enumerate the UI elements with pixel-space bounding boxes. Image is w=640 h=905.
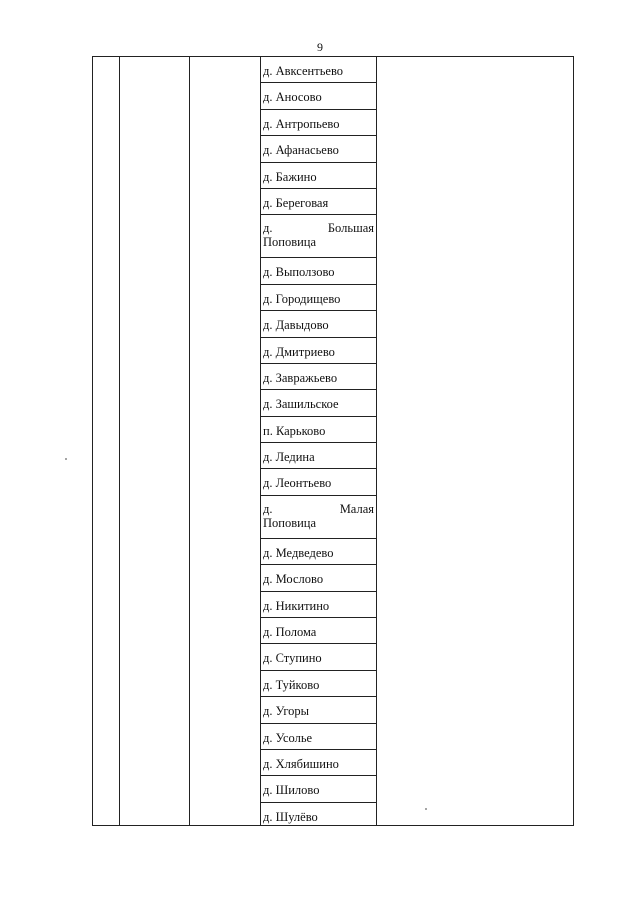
table-row bbox=[260, 215, 376, 258]
settlement-name: д. Леонтьево bbox=[263, 476, 332, 491]
settlement-name: д. Мослово bbox=[263, 572, 324, 587]
settlement-name: д. Афанасьево bbox=[263, 143, 339, 158]
table-row bbox=[260, 776, 376, 802]
table-row bbox=[260, 496, 376, 539]
table-row bbox=[260, 57, 376, 83]
settlement-name: д. Ступино bbox=[263, 651, 322, 666]
table-row bbox=[260, 565, 376, 591]
table-row bbox=[260, 697, 376, 723]
settlement-prefix: д. bbox=[263, 221, 273, 236]
table-row bbox=[260, 750, 376, 776]
table-row bbox=[260, 258, 376, 284]
column-divider bbox=[119, 57, 120, 825]
settlement-name-line bbox=[263, 221, 374, 235]
settlement-name: д. Давыдово bbox=[263, 318, 329, 333]
settlement-name: д. Никитино bbox=[263, 598, 330, 613]
scan-speck bbox=[425, 808, 427, 810]
settlement-name: д. Бажино bbox=[263, 169, 317, 184]
table-row bbox=[260, 285, 376, 311]
table-row bbox=[260, 539, 376, 565]
settlement-name: д. Аносово bbox=[263, 90, 322, 105]
table-row bbox=[260, 110, 376, 136]
table-row bbox=[260, 443, 376, 469]
settlements-table bbox=[92, 56, 574, 826]
table-row bbox=[260, 136, 376, 162]
column-divider bbox=[189, 57, 190, 825]
settlement-name: д. Медведево bbox=[263, 545, 334, 560]
settlement-name: д. Выползово bbox=[263, 265, 335, 280]
settlement-name-word: Поповица bbox=[263, 515, 317, 530]
settlement-name: д. Береговая bbox=[263, 195, 329, 210]
table-row bbox=[260, 618, 376, 644]
table-row bbox=[260, 724, 376, 750]
settlement-name: д. Угоры bbox=[263, 704, 310, 719]
scan-speck bbox=[65, 458, 67, 460]
settlement-name: д. Дмитриево bbox=[263, 344, 335, 359]
settlement-name: д. Зашильское bbox=[263, 397, 339, 412]
settlement-list bbox=[260, 57, 376, 829]
table-row bbox=[260, 364, 376, 390]
table-row bbox=[260, 189, 376, 215]
settlement-name: д. Хлябишино bbox=[263, 756, 339, 771]
table-row bbox=[260, 390, 376, 416]
table-row bbox=[260, 163, 376, 189]
settlement-name-word: Большая bbox=[327, 221, 374, 236]
table-row bbox=[260, 417, 376, 443]
table-row bbox=[260, 803, 376, 829]
settlement-name: д. Туйково bbox=[263, 677, 320, 692]
table-row bbox=[260, 469, 376, 495]
settlement-name: д. Шилово bbox=[263, 783, 320, 798]
settlement-name: д. Ледина bbox=[263, 450, 315, 465]
settlement-name: д. Полома bbox=[263, 625, 317, 640]
page-number: 9 bbox=[317, 40, 323, 54]
settlement-name: д. Шулёво bbox=[263, 809, 318, 824]
settlement-name: д. Городищево bbox=[263, 291, 341, 306]
table-row bbox=[260, 311, 376, 337]
settlement-name: п. Карьково bbox=[263, 423, 326, 438]
table-row bbox=[260, 671, 376, 697]
settlement-name: д. Антропьево bbox=[263, 116, 340, 131]
settlement-prefix: д. bbox=[263, 501, 273, 516]
table-row bbox=[260, 592, 376, 618]
table-row bbox=[260, 83, 376, 109]
settlement-name: д. Усолье bbox=[263, 730, 313, 745]
settlement-name: д. Завражьево bbox=[263, 370, 338, 385]
settlement-name-word: Поповица bbox=[263, 235, 317, 250]
table-row bbox=[260, 338, 376, 364]
settlement-name-word: Малая bbox=[339, 501, 374, 516]
column-divider bbox=[376, 57, 377, 825]
settlement-name-line bbox=[263, 502, 374, 516]
table-row bbox=[260, 644, 376, 670]
settlement-name: д. Авксентьево bbox=[263, 64, 344, 78]
